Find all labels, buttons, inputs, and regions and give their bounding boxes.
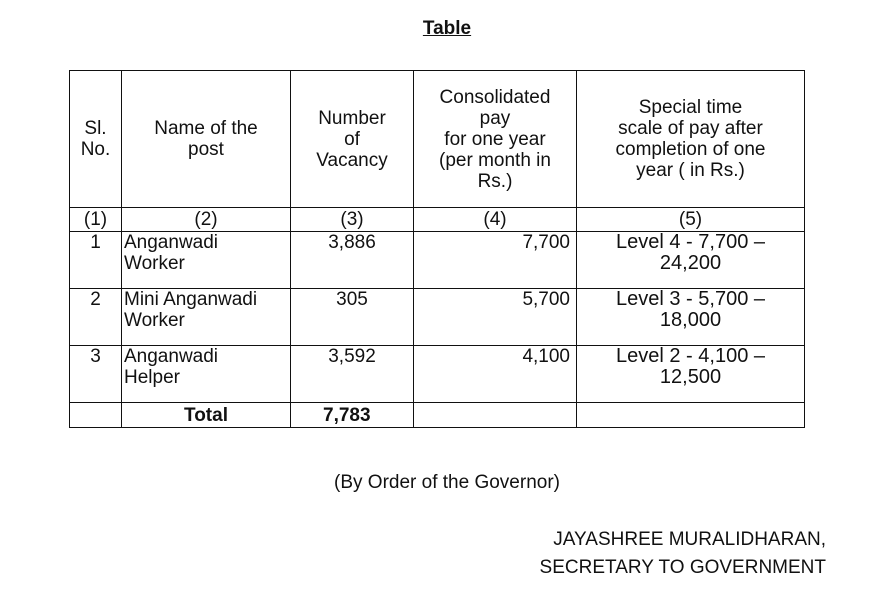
column-number: (2) bbox=[122, 208, 291, 232]
order-line: (By Order of the Governor) bbox=[334, 472, 560, 493]
cell-sl: 2 bbox=[70, 289, 122, 346]
total-row bbox=[70, 403, 805, 428]
column-number: (3) bbox=[291, 208, 414, 232]
column-number: (1) bbox=[70, 208, 122, 232]
cell-scale: Level 3 - 5,700 – 18,000 bbox=[577, 289, 805, 346]
signatory-designation: SECRETARY TO GOVERNMENT bbox=[539, 557, 826, 578]
table-header-row bbox=[70, 71, 805, 208]
document-title: Table bbox=[422, 18, 472, 39]
header-post-name: Name of the post bbox=[122, 71, 291, 208]
cell-empty bbox=[70, 403, 122, 428]
table-row bbox=[70, 289, 805, 346]
cell-post: Mini Anganwadi Worker bbox=[122, 289, 291, 346]
cell-scale: Level 2 - 4,100 – 12,500 bbox=[577, 346, 805, 403]
cell-pay: 7,700 bbox=[414, 232, 577, 289]
table-row bbox=[70, 346, 805, 403]
cell-scale: Level 4 - 7,700 – 24,200 bbox=[577, 232, 805, 289]
cell-post: Anganwadi Helper bbox=[122, 346, 291, 403]
column-number: (5) bbox=[577, 208, 805, 232]
header-vacancy: Number of Vacancy bbox=[291, 71, 414, 208]
column-number: (4) bbox=[414, 208, 577, 232]
header-time-scale: Special time scale of pay after completion of one year ( in Rs.) bbox=[577, 71, 805, 208]
header-consolidated-pay: Consolidated pay for one year (per month in Rs.) bbox=[414, 71, 577, 208]
cell-pay: 5,700 bbox=[414, 289, 577, 346]
signature-block bbox=[540, 526, 826, 582]
total-vacancy: 7,783 bbox=[291, 403, 414, 428]
column-number-row bbox=[70, 208, 805, 232]
cell-empty bbox=[577, 403, 805, 428]
cell-vacancy: 3,592 bbox=[291, 346, 414, 403]
cell-sl: 1 bbox=[70, 232, 122, 289]
vacancy-table bbox=[69, 70, 805, 428]
cell-sl: 3 bbox=[70, 346, 122, 403]
cell-vacancy: 305 bbox=[291, 289, 414, 346]
cell-pay: 4,100 bbox=[414, 346, 577, 403]
table-row bbox=[70, 232, 805, 289]
signatory-name: JAYASHREE MURALIDHARAN, bbox=[553, 529, 826, 550]
cell-vacancy: 3,886 bbox=[291, 232, 414, 289]
total-label: Total bbox=[122, 403, 291, 428]
cell-empty bbox=[414, 403, 577, 428]
header-sl-no: Sl. No. bbox=[70, 71, 122, 208]
cell-post: Anganwadi Worker bbox=[122, 232, 291, 289]
